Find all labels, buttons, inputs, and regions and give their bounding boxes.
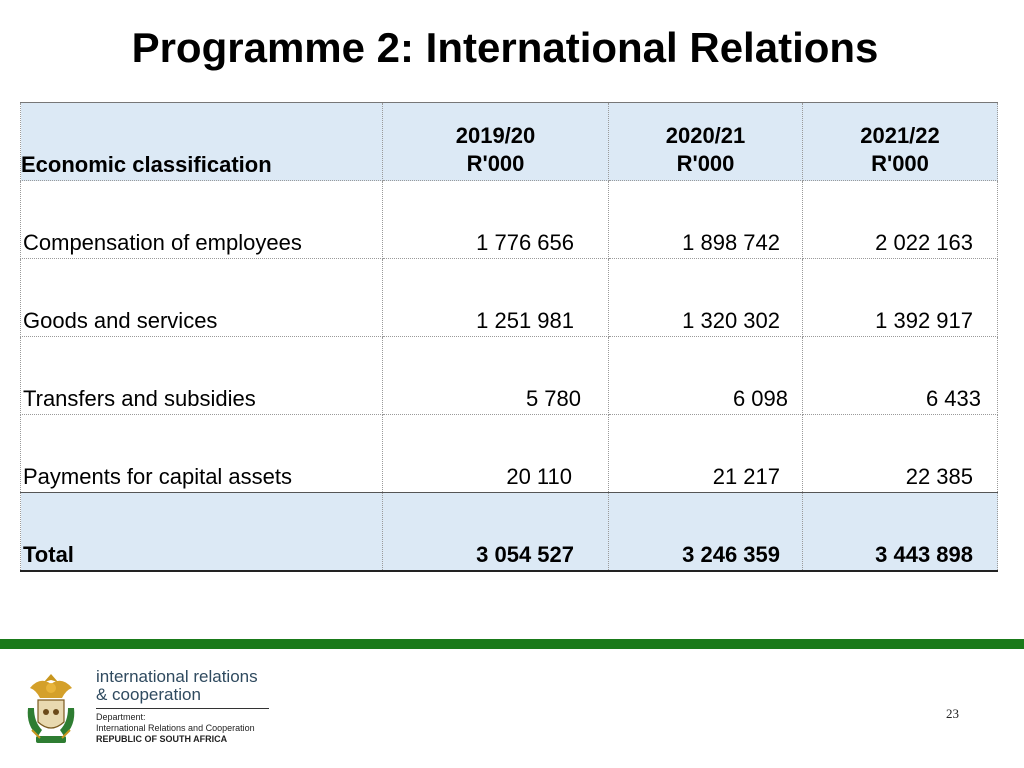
header-year-2021 — [803, 103, 998, 181]
header-year-label: 2021/22 — [860, 123, 940, 148]
total-label: Total — [21, 493, 383, 571]
footer-divider — [96, 708, 269, 709]
department-label: Department: — [96, 712, 146, 722]
header-year-label: 2020/21 — [665, 123, 746, 148]
coat-of-arms-icon — [22, 668, 80, 750]
cell-value: 20 110 — [383, 415, 609, 493]
table-header-row — [21, 103, 998, 181]
page-number: 23 — [946, 706, 959, 721]
row-label: Compensation of employees — [21, 181, 383, 259]
total-value: 3 443 898 — [803, 493, 998, 571]
slide-title: Programme 2: International Relations — [131, 24, 879, 71]
header-year-2019 — [383, 103, 609, 181]
total-value: 3 246 359 — [609, 493, 803, 571]
table-row — [21, 259, 998, 337]
cell-value: 22 385 — [803, 415, 998, 493]
table-row — [21, 337, 998, 415]
footer-accent-bar — [0, 639, 1024, 649]
cell-value: 1 320 302 — [609, 259, 803, 337]
brand-name-line2: & cooperation — [96, 685, 201, 704]
total-value: 3 054 527 — [383, 493, 609, 571]
row-label: Goods and services — [21, 259, 383, 337]
table-total-row — [21, 493, 998, 571]
brand-name-line1: international relations — [96, 667, 258, 686]
cell-value: 21 217 — [609, 415, 803, 493]
row-label: Transfers and subsidies — [21, 337, 383, 415]
country-name: REPUBLIC OF SOUTH AFRICA — [96, 734, 228, 744]
cell-value: 1 251 981 — [383, 259, 609, 337]
table-row — [21, 415, 998, 493]
cell-value: 1 898 742 — [609, 181, 803, 259]
table-row — [21, 181, 998, 259]
row-label: Payments for capital assets — [21, 415, 383, 493]
header-year-label: 2019/20 — [455, 123, 536, 148]
header-economic-classification: Economic classification — [21, 103, 383, 181]
cell-value: 5 780 — [383, 337, 609, 415]
cell-value: 2 022 163 — [803, 181, 998, 259]
header-year-2020 — [609, 103, 803, 181]
cell-value: 1 776 656 — [383, 181, 609, 259]
department-name: International Relations and Cooperation — [96, 723, 255, 733]
header-unit-label: R'000 — [676, 151, 735, 176]
budget-table — [20, 102, 998, 572]
header-unit-label: R'000 — [871, 151, 929, 176]
header-unit-label: R'000 — [466, 151, 525, 176]
cell-value: 6 433 — [803, 337, 998, 415]
cell-value: 1 392 917 — [803, 259, 998, 337]
cell-value: 6 098 — [609, 337, 803, 415]
